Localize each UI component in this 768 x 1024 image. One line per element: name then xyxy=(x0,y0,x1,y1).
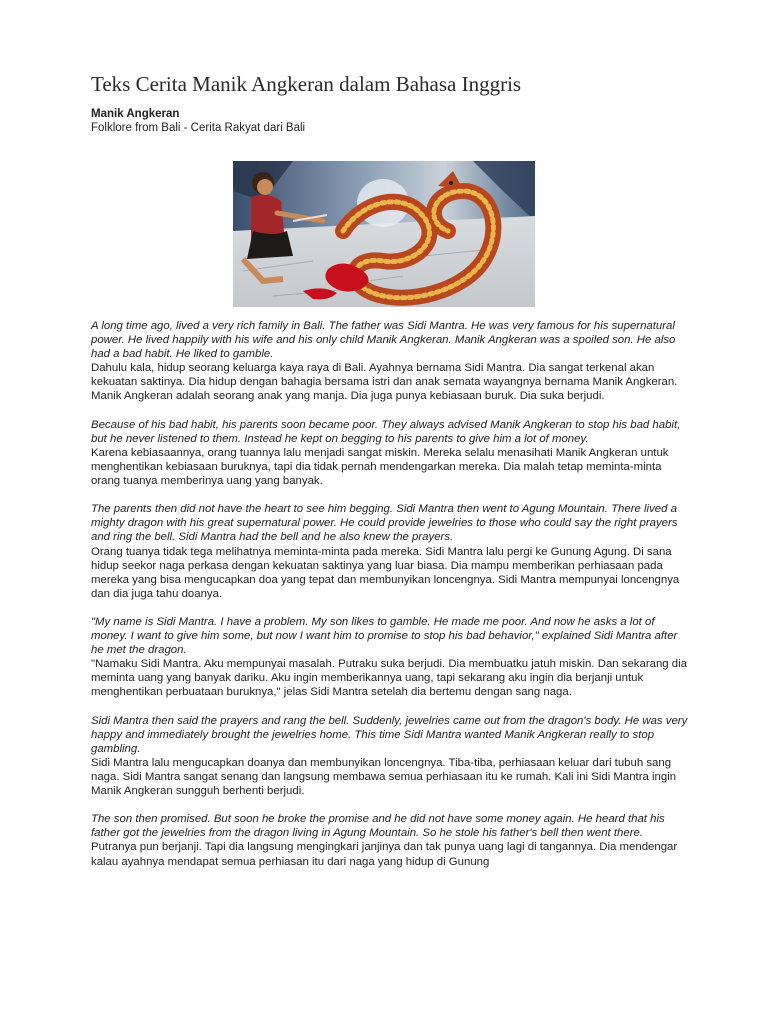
story-subheading: Folklore from Bali - Cerita Rakyat dari Bali xyxy=(91,122,306,134)
story-heading: Manik Angkeran xyxy=(91,108,180,120)
story-body xyxy=(91,319,691,883)
paragraph-indonesian: Dahulu kala, hidup seorang keluarga kaya raya di Bali. Ayahnya bernama Sidi Mantra. Dia sangat terkenal akan kekuatan saktinya. Dia hidup dengan bahagia bersama istri dan anak semata wayangnya bernama Manik Angkeran. Manik Angkeran adalah seorang anak yang manja. Dia juga punya kebiasaan buruk. Dia suka berjudi. xyxy=(91,362,678,403)
story-paragraph-3 xyxy=(91,502,691,601)
dragon-illustration-image xyxy=(233,161,535,307)
paragraph-english: "My name is Sidi Mantra. I have a problem. My son likes to gamble. He made me poor. And now he asks a lot of money. I want to give him some, but now I want him to promise to stop his bad behavior," explained Sidi Mantra after he met the dragon. xyxy=(91,615,678,657)
paragraph-english: A long time ago, lived a very rich family in Bali. The father was Sidi Mantra. He was very famous for his supernatural power. He lived happily with his wife and his only child Manik Angkeran. Manik Angkeran was a spoiled son. He also had a bad habit. He liked to gamble. xyxy=(91,320,676,361)
story-paragraph-5 xyxy=(91,714,691,799)
paragraph-indonesian: Karena kebiasaannya, orang tuannya lalu menjadi sangat miskin. Mereka selalu menasihati Manik Angkeran untuk menghentikan kebiasaan buruknya, tapi dia tidak pernah mendengarkan mereka. Dia malah tetap meminta-minta orang tuanya memberinya uang yang banyak. xyxy=(91,446,669,488)
paragraph-indonesian: Putranya pun berjanji. Tapi dia langsung mengingkari janjinya dan tak punya uang lagi di tangannya. Dia mendengar kalau ayahnya mendapat semua perhiasan itu dari naga yang hidup di Gunung xyxy=(91,841,678,868)
story-paragraph-4 xyxy=(91,615,691,700)
paragraph-english: Because of his bad habit, his parents soon became poor. They always advised Manik Angkeran to stop his bad habit, but he never listened to them. Instead he kept on begging to his parents to give him a lot of money. xyxy=(91,418,681,445)
story-paragraph-2 xyxy=(91,418,691,488)
story-paragraph-6 xyxy=(91,812,691,868)
paragraph-indonesian: Orang tuanya tidak tega melihatnya meminta-minta pada mereka. Sidi Mantra lalu pergi ke Gunung Agung. Di sana hidup seekor naga perkasa dengan kekuatan saktinya yang luar biasa. Dia mampu memberikan perhiasaan pada mereka yang bisa mengucapkan doa yang tepat dan membunyikan loncengnya. Sidi Mantra mempunyai loncengnya dan dia juga tahu doanya. xyxy=(91,545,680,600)
paragraph-indonesian: Sidi Mantra lalu mengucapkan doanya dan membunyikan loncengnya. Tiba-tiba, perhiasaan keluar dari tubuh sang naga. Sidi Mantra sangat senang dan langsung membawa semua perhiasaan itu ke rumah. Kali ini Sidi Mantra ingin Manik Angkeran sungguh berhenti berjudi. xyxy=(91,756,677,798)
document-title: Teks Cerita Manik Angkeran dalam Bahasa Inggris xyxy=(91,72,522,96)
story-illustration xyxy=(233,161,535,307)
paragraph-english: The son then promised. But soon he broke the promise and he did not have some money again. He heard that his father got the jewelries from the dragon living in Agung Mountain. So he stole his father's bell then went there. xyxy=(91,813,665,840)
story-paragraph-1 xyxy=(91,319,691,404)
paragraph-english: The parents then did not have the heart to see him begging. Sidi Mantra then went to Agung Mountain. There lived a mighty dragon with his great supernatural power. He could provide jewelries to those who could say the right prayers and ring the bell. Sidi Mantra had the bell and he also knew the prayers. xyxy=(91,503,678,544)
paragraph-indonesian: "Namaku Sidi Mantra. Aku mempunyai masalah. Putraku suka berjudi. Dia membuatku jatuh miskin. Dan sekarang dia meminta uang yang banyak dariku. Aku ingin memberikannya uang, tapi sekarang aku ingin dia berjanji untuk menghentikan perbuataan buruknya," jelas Sidi Mantra setelah dia bertemu dengan sang naga. xyxy=(91,658,688,699)
paragraph-english: Sidi Mantra then said the prayers and rang the bell. Suddenly, jewelries came out from the dragon's body. He was very happy and immediately brought the jewelries home. This time Sidi Mantra wanted Manik Angkeran really to stop gambling. xyxy=(91,714,688,755)
